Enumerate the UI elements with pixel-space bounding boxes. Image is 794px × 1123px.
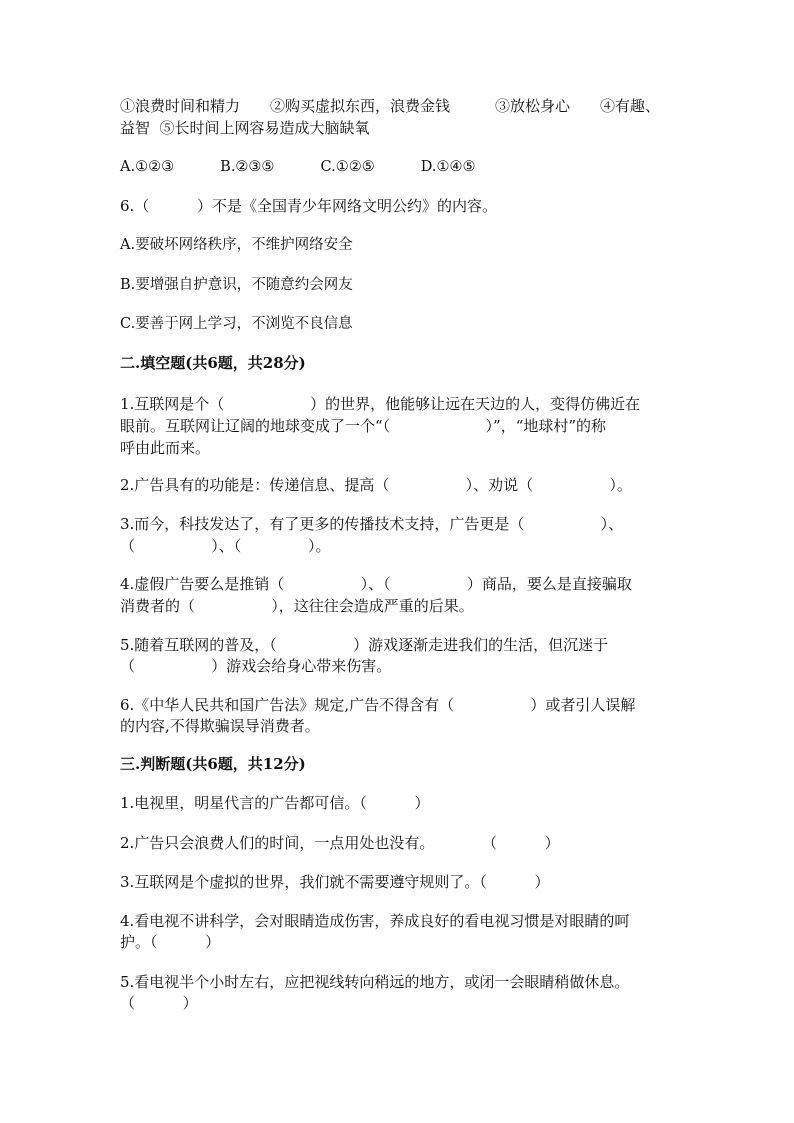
q6-stem: 6.（ ）不是《全国青少年网络文明公约》的内容。 bbox=[120, 197, 497, 215]
judge-q1: 1.电视里，明星代言的广告都可信。（ ） bbox=[120, 794, 430, 812]
section-3-title: 三.判断题(共6题，共12分) bbox=[120, 755, 306, 773]
fill-q6-line-2: 的内容,不得欺骗误导消费者。 bbox=[120, 717, 320, 735]
q6-option-c: C.要善于网上学习，不浏览不良信息 bbox=[120, 316, 353, 332]
judge-q4-line-1: 4.看电视不讲科学，会对眼睛造成伤害，养成良好的看电视习惯是对眼睛的呵 bbox=[120, 912, 630, 930]
fill-q1-line-2: 眼前。互联网让辽阔的地球变成了一个“（ ）”，“地球村”的称 bbox=[120, 417, 607, 435]
judge-q4-line-2: 护。（ ） bbox=[120, 933, 221, 951]
section-2-title: 二.填空题(共6题，共28分) bbox=[120, 354, 306, 372]
fill-q3-line-1: 3.而今，科技发达了，有了更多的传播技术支持，广告更是（ ）、 bbox=[120, 515, 624, 533]
q6-option-b: B.要增强自护意识，不随意约会网友 bbox=[120, 277, 353, 293]
judge-q5-line-2: （ ） bbox=[120, 994, 198, 1012]
fill-q4-line-1: 4.虚假广告要么是推销（ ）、（ ）商品，要么是直接骗取 bbox=[120, 575, 632, 593]
fill-q5-line-1: 5.随着互联网的普及，（ ）游戏逐渐走进我们的生活，但沉迷于 bbox=[120, 636, 609, 654]
fill-q1-line-1: 1.互联网是个（ ）的世界，他能够让远在天边的人，变得仿佛近在 bbox=[120, 395, 641, 413]
q6-option-a: A.要破坏网络秩序，不维护网络安全 bbox=[120, 237, 353, 253]
fill-q1-line-3: 呼由此而来。 bbox=[120, 439, 211, 457]
q5-options: A.①②③ B.②③⑤ C.①②⑤ D.①④⑤ bbox=[120, 159, 476, 175]
judge-q5-line-1: 5.看电视半个小时左右，应把视线转向稍远的地方，或闭一会眼睛稍做休息。 bbox=[120, 973, 630, 991]
fill-q4-line-2: 消费者的（ ），这往往会造成严重的后果。 bbox=[120, 597, 474, 615]
judge-q2: 2.广告只会浪费人们的时间，一点用处也没有。 （ ） bbox=[120, 834, 560, 852]
fill-q3-line-2: （ ）、（ ）。 bbox=[120, 537, 331, 555]
q5-stem-line-2: 益智 ⑤长时间上网容易造成大脑缺氧 bbox=[120, 119, 370, 137]
fill-q6-line-1: 6.《中华人民共和国广告法》规定,广告不得含有（ ）或者引人误解 bbox=[120, 696, 636, 714]
q5-stem-line-1: ①浪费时间和精力 ②购买虚拟东西，浪费金钱 ③放松身心 ④有趣、 bbox=[120, 97, 661, 115]
judge-q3: 3.互联网是个虚拟的世界，我们就不需要遵守规则了。（ ） bbox=[120, 873, 550, 891]
fill-q2-line-1: 2.广告具有的功能是：传递信息、提高（ ）、劝说（ ）。 bbox=[120, 476, 632, 494]
fill-q5-line-2: （ ）游戏会给身心带来伤害。 bbox=[120, 657, 392, 675]
